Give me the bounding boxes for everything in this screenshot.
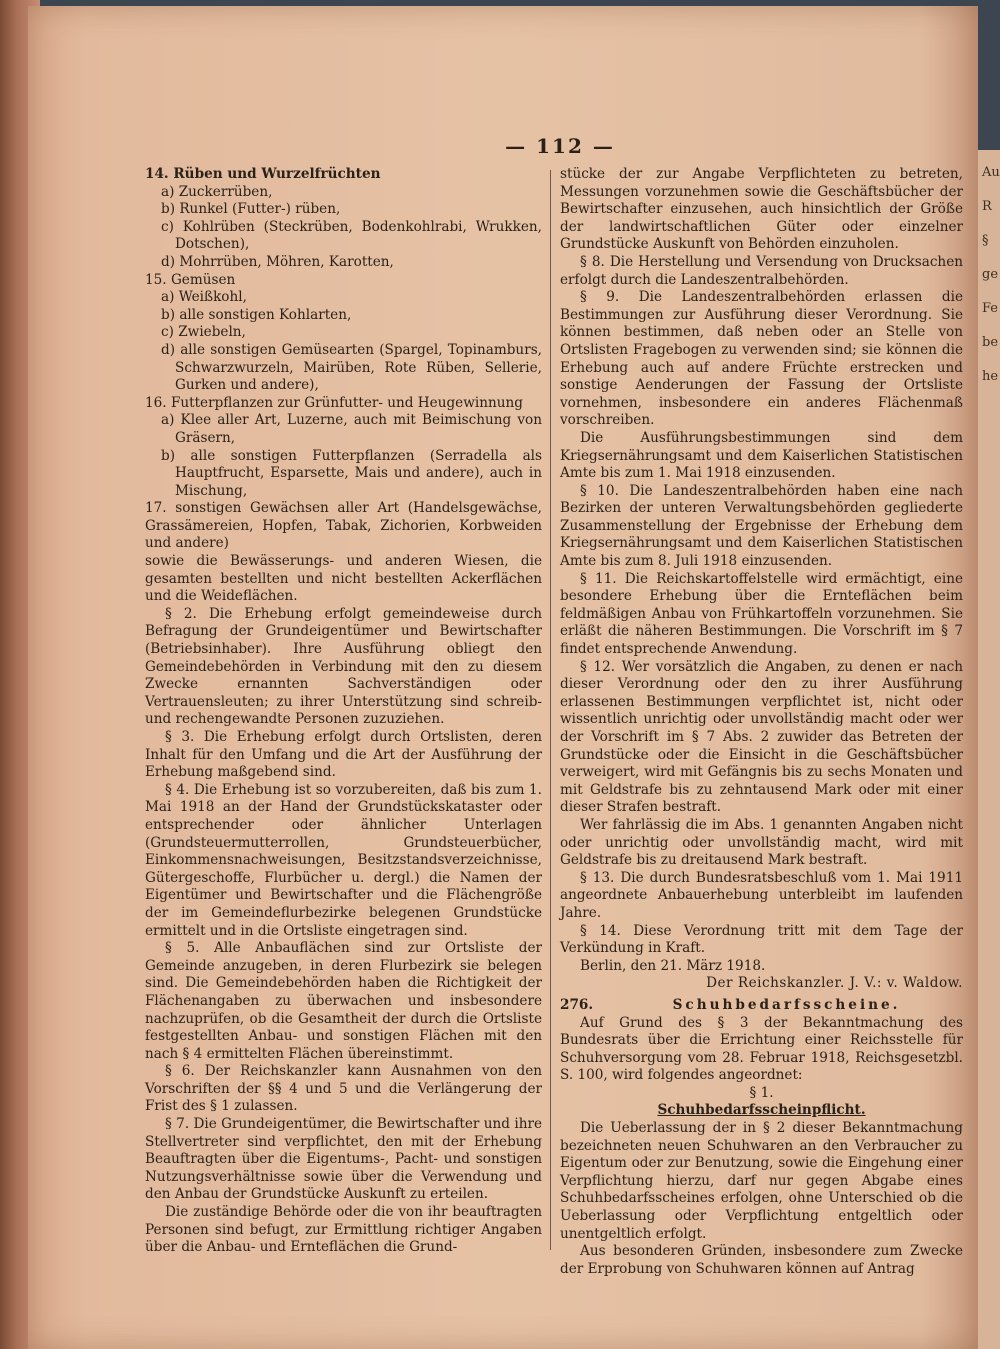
paragraph: Die Ueberlassung der in § 2 dieser Bekanntmachung bezeichneten neuen Schuhwaren an den Verbraucher zu Eigentum oder zur Benutzung, sowie die Eingehung einer Verpflichtung hierzu, darf nur gegen Abgabe eines Schuhbedarfsscheines erfolgen, ohne Unterschied ob die Ueberlassung oder Verpflichtung entgeltlich oder unentgeltlich erfolgt. (560, 1120, 963, 1242)
paragraph: § 12. Wer vorsätzlich die Angaben, zu denen er nach dieser Verordnung oder den zu ihrer Ausführung erlassenen Bestimmungen verpflichtet ist, nicht oder wissentlich unrichtig oder unvollständig macht oder wer der Vorschrift im § 7 Abs. 2 zuwider das Betreten der Grundstücke oder die Einsicht in die Geschäftsbücher verweigert, wird mit Gefängnis bis zu sechs Monaten und mit Geldstrafe bis zu zehntausend Mark oder mit einer dieser Strafen bestraft. (560, 658, 963, 816)
margin-fragment: Au (982, 165, 1000, 180)
margin-fragment: R (982, 199, 992, 214)
list-item-heading: 14. Rüben und Wurzelfrüchten (145, 166, 381, 182)
list-item: 17. sonstigen Gewächsen aller Art (Handelsgewächse, Grassämereien, Hopfen, Tabak, Zichorien, Korbweiden und andere) (145, 500, 542, 552)
margin-fragment: he (982, 369, 999, 384)
paragraph: Aus besonderen Gründen, insbesondere zum Zwecke der Erprobung von Schuhwaren können auf Antrag (560, 1243, 963, 1277)
paragraph: Auf Grund des § 3 der Bekanntmachung des Bundesrats über die Errichtung einer Reichsstelle für Schuhversorgung vom 28. Februar 1918, Reichsgesetzbl. S. 100, wird folgendes angeordnet: (560, 1014, 963, 1084)
page-number: — 112 — (505, 134, 615, 158)
adjacent-page-margin (978, 150, 1000, 1349)
list-subitem: d) alle sonstigen Gemüsearten (Spargel, Topinamburs, Schwarzwurzeln, Mairüben, Rote Rüben, Sellerie, Gurken und andere), (161, 341, 542, 394)
list-subitem: b) alle sonstigen Futterpflanzen (Serradella als Hauptfrucht, Esparsette, Mais und andere), auch in Mischung, (161, 447, 542, 499)
paragraph: § 14. Diese Verordnung tritt mit dem Tage der Verkündung in Kraft. (560, 922, 963, 957)
margin-fragment: ge (982, 267, 999, 282)
margin-fragment: be (982, 335, 999, 350)
decree-number: 276. (560, 996, 594, 1013)
margin-fragment: Fe (982, 301, 999, 316)
paragraph: § 4. Die Erhebung ist so vorzubereiten, daß bis zum 1. Mai 1918 an der Hand der Grundstückskataster oder entsprechender oder ähnlicher Unterlagen (Grundsteuermutterrollen, Grundsteuerbücher, Einkommensnachweisungen, Besitzstandsverzeichnisse, Gütergeschoffe, Flurbücher u. dergl.) die Namen der Eigentümer und Bewirtschafter und die Flächengröße der im Gemeindeflurbezirke belegenen Grundstücke ermittelt und in die Ortsliste eingetragen sind. (145, 781, 542, 939)
paragraph: § 13. Die durch Bundesratsbeschluß vom 1. Mai 1911 angeordnete Anbauerhebung unterbleibt im laufenden Jahre. (560, 869, 963, 921)
right-column (560, 166, 963, 1278)
list-subitem: a) Weißkohl, (161, 289, 247, 306)
paragraph: § 5. Alle Anbauflächen sind zur Ortsliste der Gemeinde anzugeben, in deren Flurbezirk sie belegen sind. Die Gemeindebehörden haben die Richtigkeit der Flächenangaben zu überwachen und insbesondere nachzuprüfen, ob die Gesamtheit der durch die Ortsliste festgestellten Anbau- und sonstigen Flächen mit den nach § 4 ermittelten Flächen übereinstimmt. (145, 940, 542, 1062)
decree-title: Schuhbedarfsscheine. (672, 996, 901, 1013)
column-divider (550, 170, 551, 1250)
paragraph: § 11. Die Reichskartoffelstelle wird ermächtigt, eine besondere Erhebung über die Ernteflächen beim feldmäßigen Anbau von Frühkartoffeln vorzunehmen. Sie erläßt die näheren Bestimmungen. Die Vorschrift im § 7 findet entsprechende Anwendung. (560, 570, 963, 658)
paragraph: § 9. Die Landeszentralbehörden erlassen die Bestimmungen zur Ausführung dieser Verordnung. Sie können bestimmen, daß neben oder an Stelle von Ortslisten Fragebogen zu verwenden sind; sie können die Erhebung auch auf andere Früchte erstrecken und sonstige Aenderungen der Fassung der Ortsliste vornehmen, insbesondere ein anderes Flächenmaß vorschreiben. (560, 289, 963, 429)
list-subitem: a) Klee aller Art, Luzerne, auch mit Beimischung von Gräsern, (161, 412, 542, 446)
paragraph: Wer fahrlässig die im Abs. 1 genannten Angaben nicht oder unrichtig oder unvollständig macht, wird mit Geldstrafe bis zu dreitausend Mark bestraft. (560, 816, 963, 869)
list-item-heading: 15. Gemüsen (145, 271, 236, 288)
left-column (145, 166, 542, 1257)
date-line: Berlin, den 21. März 1918. (580, 957, 766, 974)
paragraph: § 3. Die Erhebung erfolgt durch Ortslisten, deren Inhalt für den Umfang und die Art der Ausführung der Erhebung maßgebend sind. (145, 729, 542, 781)
list-subitem: a) Zuckerrüben, (161, 183, 273, 200)
closing-text: sowie die Bewässerungs- und anderen Wiesen, die gesamten bestellten und nicht bestellten Ackerflächen und die Weideflächen. (145, 553, 542, 605)
decree-heading (560, 997, 963, 1015)
list-subitem: b) alle sonstigen Kohlarten, (161, 306, 352, 323)
list-item-heading: 16. Futterpflanzen zur Grünfutter- und Heugewinnung (145, 394, 523, 411)
list-subitem: c) Kohlrüben (Steckrüben, Bodenkohlrabi, Wrukken, Dotschen), (161, 218, 542, 253)
margin-fragment: § (982, 233, 989, 248)
paragraph: Die zuständige Behörde oder die von ihr beauftragten Personen sind befugt, zur Ermittlung richtiger Angaben über die Anbau- und Ernteflächen die Grund- (145, 1204, 542, 1256)
paragraph: § 6. Der Reichskanzler kann Ausnahmen von den Vorschriften der §§ 4 und 5 und die Verlängerung der Frist des § 1 zulassen. (145, 1063, 542, 1115)
paragraph: § 10. Die Landeszentralbehörden haben eine nach Bezirken der unteren Verwaltungsbehörden gegliederte Zusammenstellung der Ergebnisse der Erhebung dem Kriegsernährungsamt und dem Kaiserlichen Statistischen Amte bis zum 8. Juli 1918 einzusenden. (560, 482, 963, 570)
section-number: § 1. (749, 1084, 774, 1101)
list-subitem: b) Runkel (Futter-) rüben, (161, 201, 341, 218)
paragraph: § 7. Die Grundeigentümer, die Bewirtschafter und ihre Stellvertreter sind verpflichtet, den mit der Erhebung Beauftragten über die Eigentums-, Pacht- und sonstigen Nutzungsverhältnisse sowie über die Verwendung und den Anbau der Grundstücke Auskunft zu erteilen. (145, 1116, 542, 1203)
paragraph: Die Ausführungsbestimmungen sind dem Kriegsernährungsamt und dem Kaiserlichen Statistischen Amte bis zum 1. Mai 1918 einzusenden. (560, 429, 963, 482)
section-title: Schuhbedarfsscheinpflicht. (657, 1102, 866, 1119)
paragraph: § 2. Die Erhebung erfolgt gemeindeweise durch Befragung der Grundeigentümer und Bewirtschafter (Betriebsinhaber). Ihre Ausführung obliegt den Gemeindebehörden in Verbindung mit den zu diesem Zwecke ernannten Sachverständigen oder Vertrauensleuten; zu ihrer Unterstützung sind schreib- und rechengewandte Personen zuzuziehen. (145, 605, 542, 728)
signature-line: Der Reichskanzler. J. V.: v. Waldow. (706, 975, 963, 992)
paragraph: § 8. Die Herstellung und Versendung von Drucksachen erfolgt durch die Landeszentralbehörden. (560, 253, 963, 288)
list-subitem: d) Mohrrüben, Möhren, Karotten, (161, 253, 394, 270)
paragraph: stücke der zur Angabe Verpflichteten zu betreten, Messungen vorzunehmen sowie die Geschäftsbücher der Bewirtschafter einzusehen, auch hinsichtlich der Größe der landwirtschaftlichen Güter oder einzelner Grundstücke Auskunft von Behörden einzuholen. (560, 166, 963, 253)
list-subitem: c) Zwiebeln, (161, 324, 246, 341)
